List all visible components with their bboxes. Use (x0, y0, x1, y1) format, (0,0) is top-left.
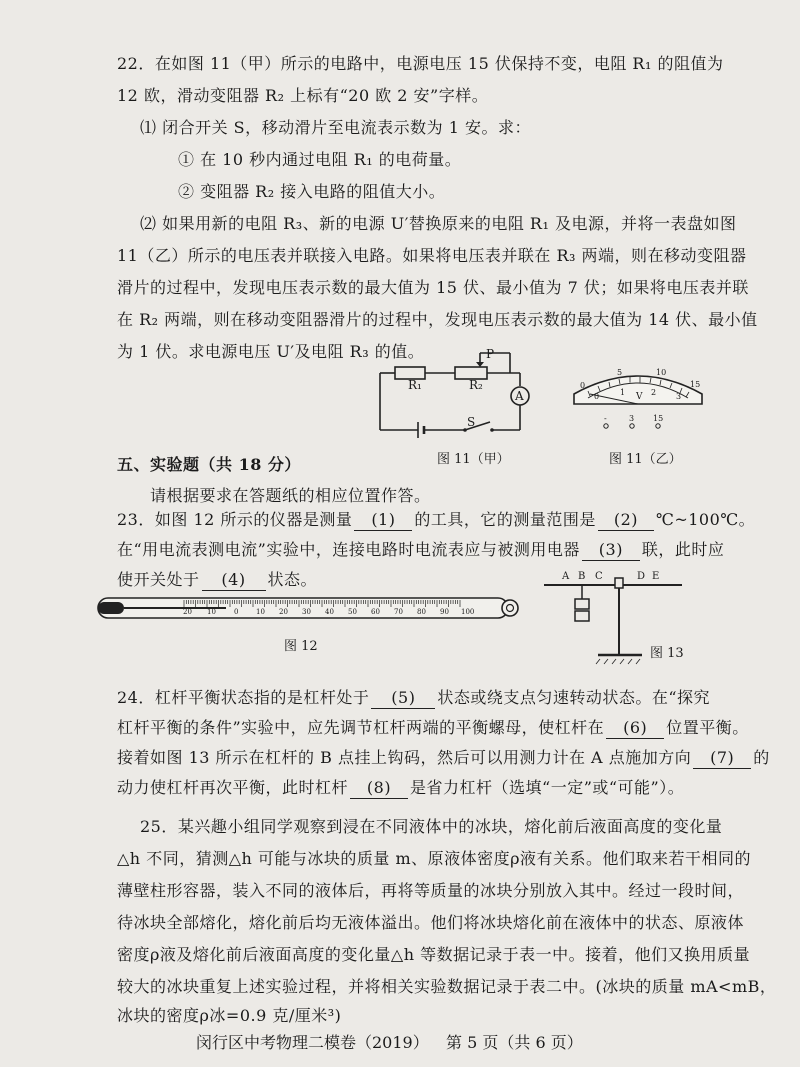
voltmeter-inner-tick-0: 0 (594, 392, 600, 401)
r2-label: R₂ (469, 378, 483, 392)
q23-line3 (117, 568, 317, 592)
scale-label: 20 (279, 608, 288, 616)
q22-part2-line4: 在 R₂ 两端，则在移动变阻器滑片的过程中，发现电压表示数的最大值为 14 伏、最小值 (117, 310, 758, 329)
q22-intro-line1: 22．在如图 11（甲）所示的电路中，电源电压 15 伏保持不变，电阻 R₁ 的阻值为 (117, 54, 724, 73)
scale-label: 80 (417, 608, 426, 616)
voltmeter-inner-tick-2: 2 (651, 388, 657, 397)
q24-text: 的 (753, 748, 770, 767)
q23-line1 (117, 508, 755, 532)
footer-page-number: 第 5 页（共 6 页） (446, 1033, 583, 1052)
scale-label: 90 (440, 608, 449, 616)
lever-point-c: C (595, 571, 603, 582)
slider-p-label: P (486, 347, 495, 361)
scale-label: 10 (207, 608, 216, 616)
voltmeter-outer-tick-5: 5 (617, 368, 623, 377)
fig13-caption: 图 13 (650, 646, 684, 661)
terminal-15: 15 (653, 414, 664, 423)
q22-part1: ⑴ 闭合开关 S，移动滑片至电流表示数为 1 安。求： (140, 118, 531, 137)
blank-5: (5) (371, 688, 435, 709)
lever-point-b: B (578, 571, 586, 582)
q25-line3: 薄壁柱形容器，装入不同的液体后，再将等质量的冰块分别放入其中。经过一段时间， (117, 881, 745, 900)
voltmeter-inner-tick-1: 1 (620, 388, 626, 397)
scale-label: 30 (302, 608, 311, 616)
scale-label: 60 (371, 608, 380, 616)
blank-6: (6) (606, 718, 664, 739)
q23-text: 联，此时应 (641, 540, 725, 559)
r1-label: R₁ (408, 378, 422, 392)
q24-text: 杠杆平衡的条件”实验中，应先调节杠杆两端的平衡螺母，使杠杆在 (117, 718, 605, 737)
scale-label: 70 (394, 608, 403, 616)
lever-point-a: A (562, 571, 570, 582)
scale-label: 10 (256, 608, 265, 616)
q25-line2: △h 不同，猜测△h 可能与冰块的质量 m、原液体密度ρ液有关系。他们取来若干相同的 (117, 849, 752, 868)
q25-line7: 冰块的密度ρ冰=0.9 克/厘米³) (117, 1006, 342, 1025)
q24-text: 24．杠杆平衡状态指的是杠杆处于 (117, 688, 370, 707)
q25-line1: 25．某兴趣小组同学观察到浸在不同液体中的冰块，熔化前后液面高度的变化量 (140, 817, 723, 836)
q24-text: 接着如图 13 所示在杠杆的 B 点挂上钩码，然后可以用测力计在 A 点施加方向 (117, 748, 692, 767)
q23-text: 在“用电流表测电流”实验中，连接电路时电流表应与被测用电器 (117, 540, 580, 559)
q25-line4: 待冰块全部熔化，熔化前后均无液体溢出。他们将冰块熔化前在液体中的状态、原液体 (117, 913, 745, 932)
q24-text: 位置平衡。 (666, 718, 749, 737)
voltmeter-unit-label: V (636, 392, 643, 402)
blank-4: (4) (202, 570, 266, 591)
ammeter-label: A (515, 389, 524, 403)
q24-line2 (117, 716, 749, 740)
voltmeter-outer-tick-15: 15 (690, 380, 701, 389)
fig11-caption-a: 图 11（甲） (437, 452, 510, 467)
footer-exam-title: 闵行区中考物理二模卷（2019） (196, 1033, 429, 1052)
lever-point-d: D (637, 571, 646, 582)
blank-1: (1) (354, 510, 412, 531)
q23-text: 的工具，它的测量范围是 (414, 510, 596, 529)
blank-8: (8) (350, 778, 408, 799)
q22-part2-line2: 11（乙）所示的电压表并联接入电路。如果将电压表并联在 R₃ 两端，则在移动变阻器 (117, 246, 747, 265)
section-title: 五、实验题（共 18 分） (117, 455, 301, 474)
thermometer-scale (183, 608, 483, 620)
q23-text: ℃~100℃。 (655, 510, 756, 529)
q22-part2-line3: 滑片的过程中，发现电压表示数的最大值为 15 伏、最小值为 7 伏；如果将电压表并联 (117, 278, 749, 297)
q22-intro-line2: 12 欧，滑动变阻器 R₂ 上标有“20 欧 2 安”字样。 (117, 86, 489, 105)
blank-7: (7) (693, 748, 751, 769)
q23-text: 状态。 (267, 570, 318, 589)
q22-part1-b: ② 变阻器 R₂ 接入电路的阻值大小。 (178, 182, 446, 201)
fig12-caption: 图 12 (284, 639, 318, 654)
scale-label: 100 (461, 608, 475, 616)
q25-line6: 较大的冰块重复上述实验过程，并将相关实验数据记录于表二中。(冰块的质量 mA<mB， (117, 977, 777, 996)
fig11-caption-b: 图 11（乙） (609, 452, 682, 467)
q24-line3 (117, 746, 770, 770)
q24-text: 是省力杠杆（选填“一定”或“可能”）。 (410, 778, 685, 797)
q22-part2-line5: 为 1 伏。求电源电压 U′及电阻 R₃ 的值。 (117, 342, 425, 361)
q23-text: 23．如图 12 所示的仪器是测量 (117, 510, 353, 529)
q22-part1-a: ① 在 10 秒内通过电阻 R₁ 的电荷量。 (178, 150, 462, 169)
scale-label: 40 (325, 608, 334, 616)
terminal-3: 3 (629, 414, 635, 423)
q23-line2 (117, 538, 724, 562)
blank-2: (2) (598, 510, 654, 531)
lever-point-e: E (652, 571, 660, 582)
voltmeter-outer-tick-10: 10 (656, 368, 667, 377)
voltmeter-outer-tick-0: 0 (580, 381, 586, 390)
section-note: 请根据要求在答题纸的相应位置作答。 (150, 486, 431, 505)
q24-text: 动力使杠杆再次平衡，此时杠杆 (117, 778, 349, 797)
q22-part2-line1: ⑵ 如果用新的电阻 R₃、新的电源 U′替换原来的电阻 R₁ 及电源，并将一表盘如图 (140, 214, 737, 233)
q25-line5: 密度ρ液及熔化前后液面高度的变化量△h 等数据记录于表一中。接着，他们又换用质量 (117, 945, 751, 964)
q24-line4 (117, 776, 684, 800)
voltmeter-inner-tick-3: 3 (676, 392, 682, 401)
q24-text: 状态或绕支点匀速转动状态。在“探究 (437, 688, 711, 707)
scale-label: 50 (348, 608, 357, 616)
scale-label: 20 (183, 608, 192, 616)
switch-label: S (467, 415, 476, 429)
blank-3: (3) (582, 540, 640, 561)
scale-label: 0 (234, 608, 239, 616)
q24-line1 (117, 686, 710, 710)
q23-text: 使开关处于 (117, 570, 200, 589)
terminal-negative: - (604, 414, 607, 423)
